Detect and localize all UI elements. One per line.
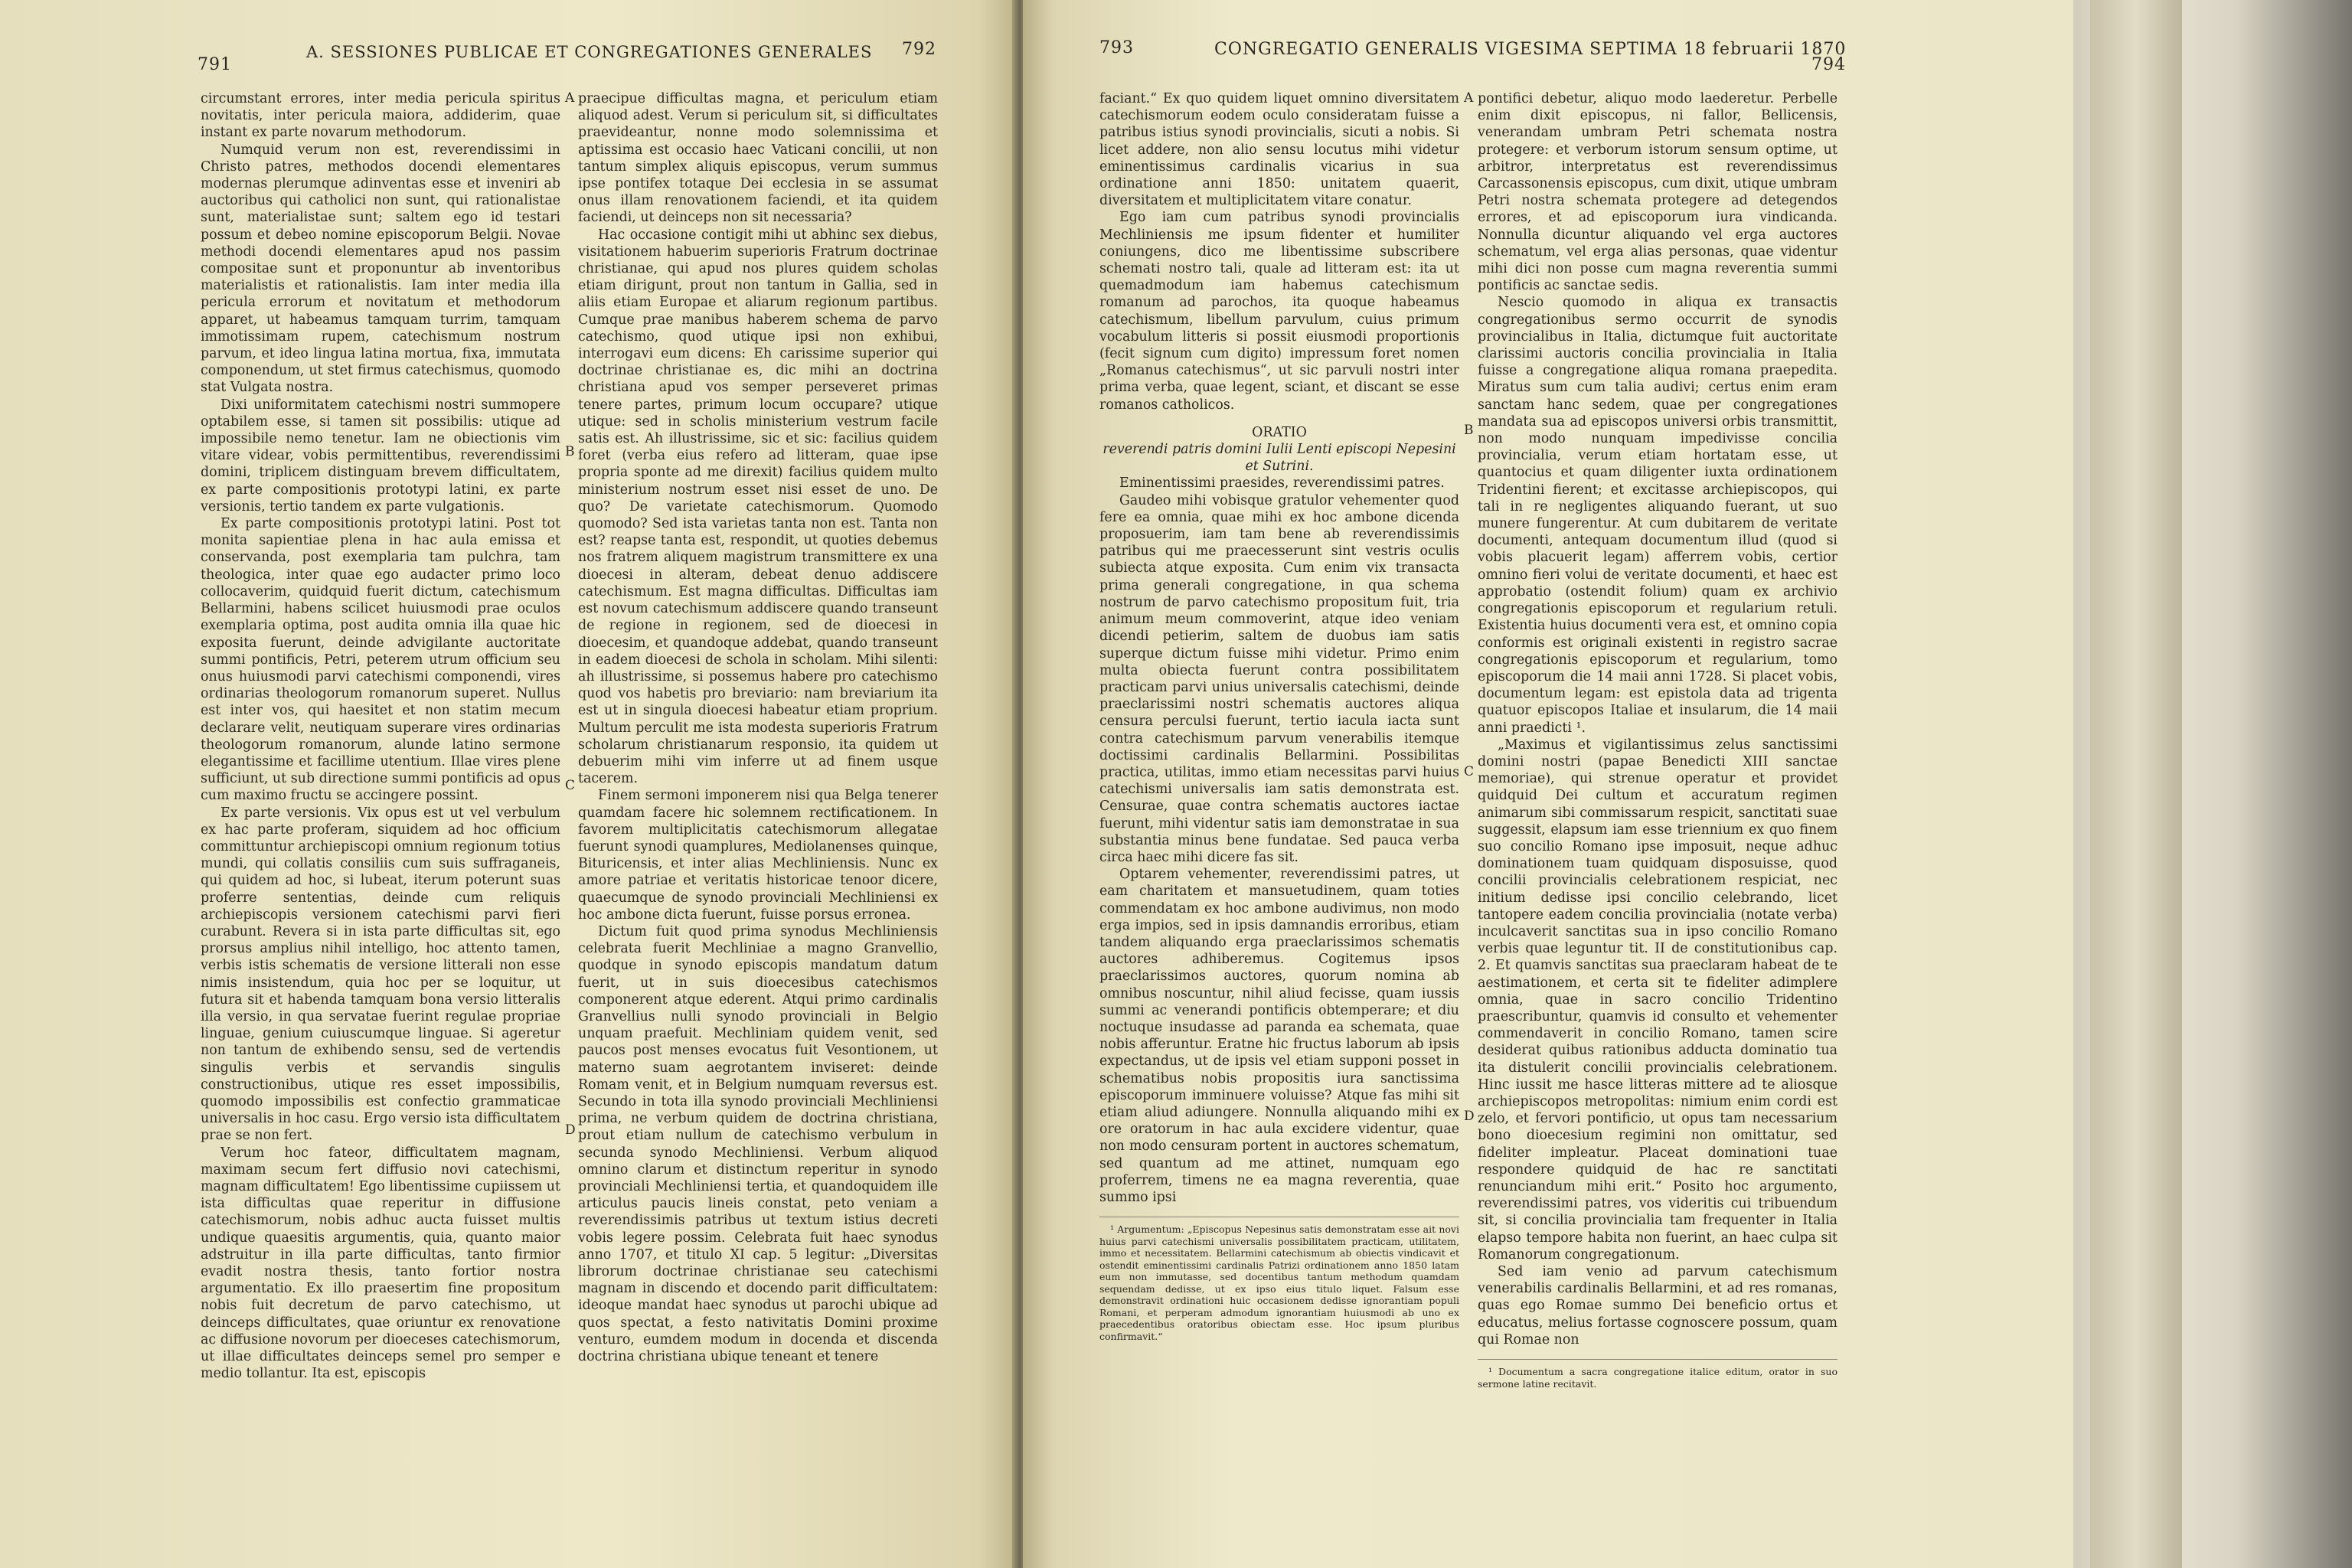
- paragraph: Numquid verum non est, reverendissimi in Christo patres, methodos docendi elementares modernas plerumque adinventas esse et inveniri ab auctoribus qui catholici non sunt, qui rationalistae sunt, materialistae sunt; saltem ego id testari possum et debeo nomine episcoporum Belgii. Novae methodi docendi elementares apud nos passim compositae sunt et proponuntur ab inventoribus materialistis et rationalistis. Iam inter media illa pericula errorum et novitatum et methodorum apparet, ut habeamus tamquam turrim, tamquam immotissimam rupem, catechismum nostrum parvum, et ideo lingua latina mortua, fixa, immutata componendum, ut stet firmus catechismus, quomodo stat Vulgata nostra.: [201, 142, 560, 396]
- left-page-header: [0, 34, 1018, 80]
- paragraph: Finem sermoni imponerem nisi qua Belga tenerer quamdam facere hic solemnem rectificationem. In favorem multiplicitatis catechismorum allegatae fuerunt synodi quamplures, Mediolanenses quinque, Bituricensis, et inter alias Mechliniensis. Nunc ex amore patriae et veritatis historicae tenoor dicere, quaecumque de synodo provinciali Mechliniensi ex hoc ambone dicta fuerunt, fuisse porsus erronea.: [578, 788, 938, 923]
- right-page: [1023, 0, 2073, 1568]
- margin-marker: D: [565, 1122, 576, 1138]
- paragraph: Hac occasione contigit mihi ut abhinc sex diebus, visitationem habuerim superioris Fratrum doctrinae christianae, qui apud nos plures quidem scholas etiam dirigunt, prout non tantum in Gallia, sed in aliis etiam Europae et aliarum regionum partibus. Cumque prae manibus haberem schema de parvo catechismo, quod utique ipsi non exhibui, interrogavi eum dicens: Eh carissime superior qui doctrinae christianae es, dic mihi an doctrina christiana apud vos semper perseveret primas tenere partes, primum locum occupare? utique utique: sed in scholis ministerium vestrum facile satis est. Ah illustrissime, sic et sic: facilius quidem foret (verba eius refero ad litteram, quae ipse propria sponte ad me direxit) facilius quidem multo ministerium nostrum esset nisi esset de uno. De quo? De varietate catechismorum. Quomodo quomodo? Sed ista varietas tanta non est. Tanta non est? reapse tanta est, respondit, ut quoties debemus nos fratrem aliquem magistrum transmittere ex una dioecesi in alteram, debeat denuo addiscere catechismum. Est magna difficultas. Difficultas iam est novum catechismum addiscere quando transeunt de regione in regionem, sed de dioecesi in dioecesim, et quandoque addebat, quando transeunt in eadem dioecesi de schola in scholam. Mihi silenti: ah illustrissime, si possemus habere pro catechismo quod vos habetis pro breviario: nam breviarium ita est ut in singula dioecesi habeatur etiam proprium. Multum perculit me ista modesta superioris Fratrum scholarum christianarum responsio, ita quidem ut debuerim mihi vim inferre ut ad finem usque tacerem.: [578, 227, 938, 787]
- paragraph: Gaudeo mihi vobisque gratulor vehementer quod fere ea omnia, quae mihi ex hoc ambone dicenda proposuerim, iam tam bene ab reverendissimis patribus qui me praecesserunt sint vestris oculis subiecta atque exposita. Cum enim vix transacta prima generali congregatione, in qua schema nostrum de parvo catechismo propositum fuit, tria animum meum commoverint, atque ideo veniam dicendi petierim, saltem de duobus iam satis superque dictum fuisse mihi videtur. Primo enim multa obiecta fuerunt contra possibilitatem practicam parvi unius universalis catechismi, deinde praeclarissimi nostri schematis auctores aliqua censura perculsi fuerunt, tertio iacula iacta sunt contra catechismum parvum venerabilis itemque doctissimi cardinalis Bellarmini. Possibilitas practica, utilitas, immo etiam necessitas parvi huius catechismi universalis iam satis demonstrata est. Censurae, quae contra schematis auctores iactae fuerunt, mihi videntur satis iam demonstratae in sua substantia minus bene fundatae. Sed pauca verba circa haec mihi dicere fas sit.: [1099, 492, 1459, 865]
- book-cover-board: [2090, 0, 2182, 1568]
- paragraph: Dixi uniformitatem catechismi nostri summopere optabilem esse, si tamen sit possibilis: utique ad impossibile nemo tenetur. Iam ne obiectionis vim vitare videar, vobis permittentibus, reverendissimi domini, triplicem distinguam brevem difficultatem, ex parte compositionis prototypi latini, ex parte versionis, tertio tandem ex parte vulgationis.: [201, 397, 560, 514]
- left-page: [0, 0, 1018, 1568]
- paragraph: praecipue difficultas magna, et periculum etiam aliquod adest. Verum si periculum sit, si difficultates praevideantur, nonne modo solemnissima et aptissima est occasio haec Vaticani concilii, ut non tantum simplex aliquis episcopus, verum summus ipse pontifex totaque Dei ecclesia in se assumat onus illam renovationem faciendi, et ita quidem faciendi, ut deinceps non sit necessaria?: [578, 91, 938, 226]
- paragraph: pontifici debetur, aliquo modo laederetur. Perbelle enim dixit episcopus, ni fallor, Bellicensis, venerandam umbram Petri schemata nostra protegere: et verborum istorum sensum optime, ut arbitror, interpretatus est reverendissimus Carcassonensis episcopus, cum dixit, utique umbram Petri nostra schemata protegere ad detegendos errores, et ad episcoporum iura vindicanda. Nonnulla dicuntur aliquando vel erga auctores schematum, vel erga alias personas, quae videntur mihi dici non posse cum magna reverentia summi pontificis ac sanctae sedis.: [1478, 91, 1838, 294]
- page-number: 792: [902, 40, 936, 59]
- footnote-text: ¹ Argumentum: „Episcopus Nepesinus satis demonstratam esse ait novi huius parvi catechismi universalis possibilitatem practicam, utilitatem, immo et necessitatem. Bellarmini catechismum ab obiectis vindicavit et ostendit eminentissimi cardinalis Patrizi ordinationem anno 1850 latam eum non immutasse, sed docentibus tantum methodum quamdam sequendam dedisse, ut ex ipso eius titulo liquet. Falsum esse demonstravit ordinationi huic occasionem dedisse ignorantiam populi Romani, et perperam admodum ignorantiam huiusmodi ab uno ex praecedentibus oratoribus obiectam esse. Hoc ipsum pluribus confirmavit.“: [1099, 1223, 1459, 1342]
- right-column-2: [1478, 90, 1838, 1390]
- footnote: [1099, 1217, 1459, 1342]
- margin-marker: B: [565, 444, 575, 459]
- margin-marker: C: [565, 778, 576, 793]
- running-title: CONGREGATIO GENERALIS VIGESIMA SEPTIMA 18 februarii 1870: [1214, 40, 1847, 59]
- right-page-header: [1023, 34, 2073, 80]
- paragraph: Dictum fuit quod prima synodus Mechliniensis celebrata fuerit Mechliniae a magno Granvellio, quodque in synodo episcopis mandatum datum fuerit, ut in suis dioecesibus catechismos componerent atque ederent. Atqui primo cardinalis Granvellius nulli synodo provinciali in Belgio unquam praefuit. Mechliniam quidem venit, sed paucos post menses evocatus fuit Vesontionem, ut materno suam aegrotantem inviseret: deinde Romam venit, et in Belgium numquam reversus est. Secundo in tota illa synodo provinciali Mechliniensi prima, ne verbum quidem de doctrina christiana, prout etiam nullum de catechismo verbulum in secunda synodo Mechliniensi. Verbum aliquod omnino clarum et distinctum reperitur in synodo provinciali Mechliniensi tertia, et quandoquidem ille articulus paucis lineis constat, peto veniam a reverendissimis patribus ut textum istius decreti vobis legere possim. Celebrata fuit haec synodus anno 1707, et titulo XI cap. 5 legitur: „Diversitas librorum doctrinae christianae seu catechismi magnam in discendo et docendo parit difficultatem: ideoque mandat haec synodus ut parochi ubique ad quos spectat, a festo nativitatis Domini proxime venturo, eumdem modum in docenda et discenda doctrina christiana ubique teneant et tenere: [578, 923, 938, 1365]
- paragraph: Ex parte versionis. Vix opus est ut vel verbulum ex hac parte proferam, siquidem ad hoc officium committuntur archiepiscopi omnium regionum totius mundi, qui collatis consiliis cum suis suffraganeis, qui quidem ad hoc, si lubeat, iterum poterunt suas proferre sententias, deinde cum reliquis archiepiscopis versionem catechismi parvi fieri curabunt. Revera si in ista parte difficultas sit, ego prorsus amplius nihil intelligo, hoc attento tamen, verbis istis schematis de versione litterali non esse nimis insistendum, quia hoc per se loquitur, ut futura sit et habenda tamquam bona versio litteralis illa versio, in qua servatae fuerint regulae propriae linguae, genium cuiuscumque linguae. Si ageretur non tantum de exhibendo sensu, sed de vertendis singulis verbis et servandis singulis constructionibus, utique res esset impossibilis, quomodo impossibilis est confectio grammaticae universalis in hoc casu. Ergo versio ista difficultatem prae se non fert.: [201, 805, 560, 1144]
- footnote-text: ¹ Documentum a sacra congregatione italice editum, orator in suo sermone latine recitavit.: [1478, 1366, 1838, 1390]
- left-column-2: [578, 90, 938, 1365]
- page-number: 793: [1099, 38, 1134, 57]
- margin-marker: C: [1464, 764, 1475, 779]
- margin-marker: A: [1464, 90, 1474, 106]
- paragraph: „Maximus et vigilantissimus zelus sanctissimi domini nostri (papae Benedicti XIII sanctae memoriae), qui strenue operatur et providet quidquid Dei cultum et accuratum regimen animarum sibi commissarum respicit, sanctitati suae suggessit, elapsum iam esse triennium ex quo finem suo concilio Romano ipse imposuit, neque adhuc dominationem tuam quidquam disposuisse, quod concilii provincialis celebrationem respiciat, nec initium dedisse ipsi concilio celebrando, licet tantopere eadem concilia provincialia (notate verba) inculcaverit sanctitas sua in ipso concilio Romano verbis quae leguntur tit. II de constitutionibus cap. 2. Et quamvis sanctitas sua praeclaram habeat de te aestimationem, et certa sit te fideliter adimplere omnia, quae in sacro concilio Tridentino praescribuntur, quamvis id consulto et vehementer commendaverit in concilio Romano, tamen scire desiderat quibus rationibus adducta dominatio tua ita distulerit concilii provincialis celebrationem. Hinc iussit me hasce litteras mittere ad te aliosque archiepiscopos metropolitas: nimium enim cordi est zelo, et fervori pontificio, ut opus tam necessarium bono dioecesium regimini non omittatur, sed fideliter impleatur. Placeat dominationi tuae respondere quidquid de hac re sanctitati renunciandum mihi erit.“ Posito hoc argumento, reverendissimi patres, vos videritis cui tribuendum sit, si concilia provincialia tam frequenter in Italia elapso tempore habita non fuerint, an haec culpa sit Romanorum congregationum.: [1478, 737, 1838, 1263]
- paragraph: Nescio quomodo in aliqua ex transactis congregationibus sermo occurrit de synodis provincialibus in Italia, dictumque fuit auctoritate clarissimi auctoris concilia provincialia in Italia fuisse a congregatione aliqua romana praepedita. Miratus sum cum talia audivi; certus enim eram sanctam hanc sedem, quae per congregationes mandata sua ad episcopos universi orbis transmittit, non modo nunquam impedivisse concilia provincialia, verum etiam hortatam esse, ut quantocius et quam diligenter iuxta ordinationem Tridentini fierent; et excitasse archiepiscopos, qui tali in re negligentes aliquando fuerant, ut suo munere fungerentur. At cum dubitarem de veritate documenti, antequam documentum illud (quod si vobis placuerit legam) afferrem vobis, certior omnino fieri volui de veritate documenti, et haec est approbatio (ostendit folium) quam ex archivio congregationis episcoporum et regularium retuli. Existentia huius documenti vera est, et omnino copia conformis est originali existenti in registro sacrae congregationis episcoporum et regularium, tomo episcoporum die 14 maii anni 1728. Si placet vobis, documentum legam: est epistola data ad trigenta quatuor episcopos Italiae et insularum, die 14 maii anni praedicti ¹.: [1478, 295, 1838, 736]
- paragraph: Sed iam venio ad parvum catechismum venerabilis cardinalis Bellarmini, et ad res romanas, quas ego Romae summo Dei beneficio ortus et educatus, melius fortasse cognoscere possum, quam qui Romae non: [1478, 1264, 1838, 1348]
- paragraph: Eminentissimi praesides, reverendissimi patres.: [1119, 475, 1445, 492]
- margin-marker: D: [1464, 1109, 1475, 1124]
- left-column-1: [201, 90, 560, 1382]
- paragraph: faciant.“ Ex quo quidem liquet omnino diversitatem catechismorum eodem oculo consideratam fuisse a patribus istius synodi provincialis, sicuti a nobis. Si licet addere, non alio sensu locutus mihi videtur eminentissimus cardinalis vicarius in sua ordinatione anni 1850: unitatem quaerit, diversitatem et multiplicitatem vitare conatur.: [1099, 91, 1459, 209]
- footnote: [1478, 1359, 1838, 1390]
- running-title: A. SESSIONES PUBLICAE ET CONGREGATIONES GENERALES: [306, 43, 873, 61]
- paragraph: Ex parte compositionis prototypi latini. Post tot monita sapientiae plena in hac aula emissa et conservanda, post exemplaria tam pulchra, tam theologica, inter quae ego audacter primo loco collocaverim, quidquid fuerit dictum, catechismum Bellarmini, habens scilicet huiusmodi prae oculos exemplaria optima, post audita omnia illa quae hic exposita fuerunt, deinde advigilante auctoritate summi pontificis, Petri, peterem utrum officium seu onus huiusmodi parvi catechismi componendi, vires ordinarias theologorum romanorum superet. Nullus est inter vos, qui haesitet et non statim mecum declarare velit, neutiquam superare vires ordinarias theologorum romanorum, alunde latino sermone elegantissime et facillime utentium. Illae vires plene sufficiunt, ut sub directione summi pontificis ad opus cum maximo fructu se accingere possint.: [201, 516, 560, 804]
- right-column-1: [1099, 90, 1459, 1342]
- paragraph: circumstant errores, inter media pericula spiritus novitatis, inter pericula maiora, addiderim, quae instant ex parte novarum methodorum.: [201, 91, 560, 141]
- oratio-title: ORATIO: [1252, 424, 1307, 440]
- oratio-subtitle: reverendi patris domini Iulii Lenti episcopi Nepesini et Sutrini.: [1102, 442, 1456, 475]
- page-number: 791: [198, 55, 232, 74]
- paragraph: Optarem vehementer, reverendissimi patres, ut eam charitatem et mansuetudinem, quam toties commendatam ex hoc ambone audivimus, non modo erga impios, sed in ipsis damnandis erroribus, etiam tandem aliquando erga praeclarissimos schematis auctores adhiberemus. Cogitemus ipsos praeclarissimos auctores, quorum nomina ab omnibus noscuntur, nihil aliud fecisse, quam iussis summi ac venerandi pontificis obtemperare; et diu noctuque insudasse ad paranda ea schemata, quae nobis afferuntur. Eratne hic fructus laborum ab ipsis expectandus, ut de ipsis vel etiam supponi posset in schematibus nobis propositis iura sanctissima episcoporum imminuere voluisse? Atque fas mihi sit etiam aliud adiungere. Nonnulla aliquando mihi ex ore oratorum in hac aula excidere videntur, quae non modo censuram portent in auctores schematum, sed quantum ad me attinet, numquam ego proferrem, timens ne ea magna reverentia, quae summo ipsi: [1099, 867, 1459, 1205]
- page-number: 794: [1811, 55, 1846, 74]
- paragraph: Ego iam cum patribus synodi provincialis Mechliniensis me ipsum fidenter et humiliter coniungens, dico me libentissime subscribere schemati nostro tali, quale ad litteram est: ita ut quemadmodum iam habemus catechismum romanum ad parochos, ita quoque habeamus catechismum, libellum parvulum, cuius primum vocabulum litteris si possit eiusmodi proportionis (fecit signum cum digito) impressum foret nomen „Romanus catechismus“, ut sic parvuli nostri inter prima verba, quae legent, sciant, et discant se esse romanos catholicos.: [1099, 210, 1459, 413]
- margin-marker: B: [1464, 423, 1474, 438]
- paragraph: Verum hoc fateor, difficultatem magnam, maximam secum fert diffusio novi catechismi, magnam difficultatem! Ego libentissime cupiissem ut ista difficultas quae reperitur in diffusione catechismorum, nobis adhuc aucta fuisset multis undique quaesitis argumentis, quia, quanto maior adstruitur in illa parte difficultas, tanto firmior evadit nostra thesis, tanto fortior nostra argumentatio. Ex illo praesertim fine propositum nobis fuit decretum de parvo catechismo, ut deinceps difficultates, quae oriuntur ex renovatione ac diffusione novorum per dioeceses catechismorum, ut illae difficultates deinceps semel pro semper e medio tollantur. Ita est, episcopis: [201, 1145, 560, 1382]
- margin-marker: A: [565, 90, 575, 106]
